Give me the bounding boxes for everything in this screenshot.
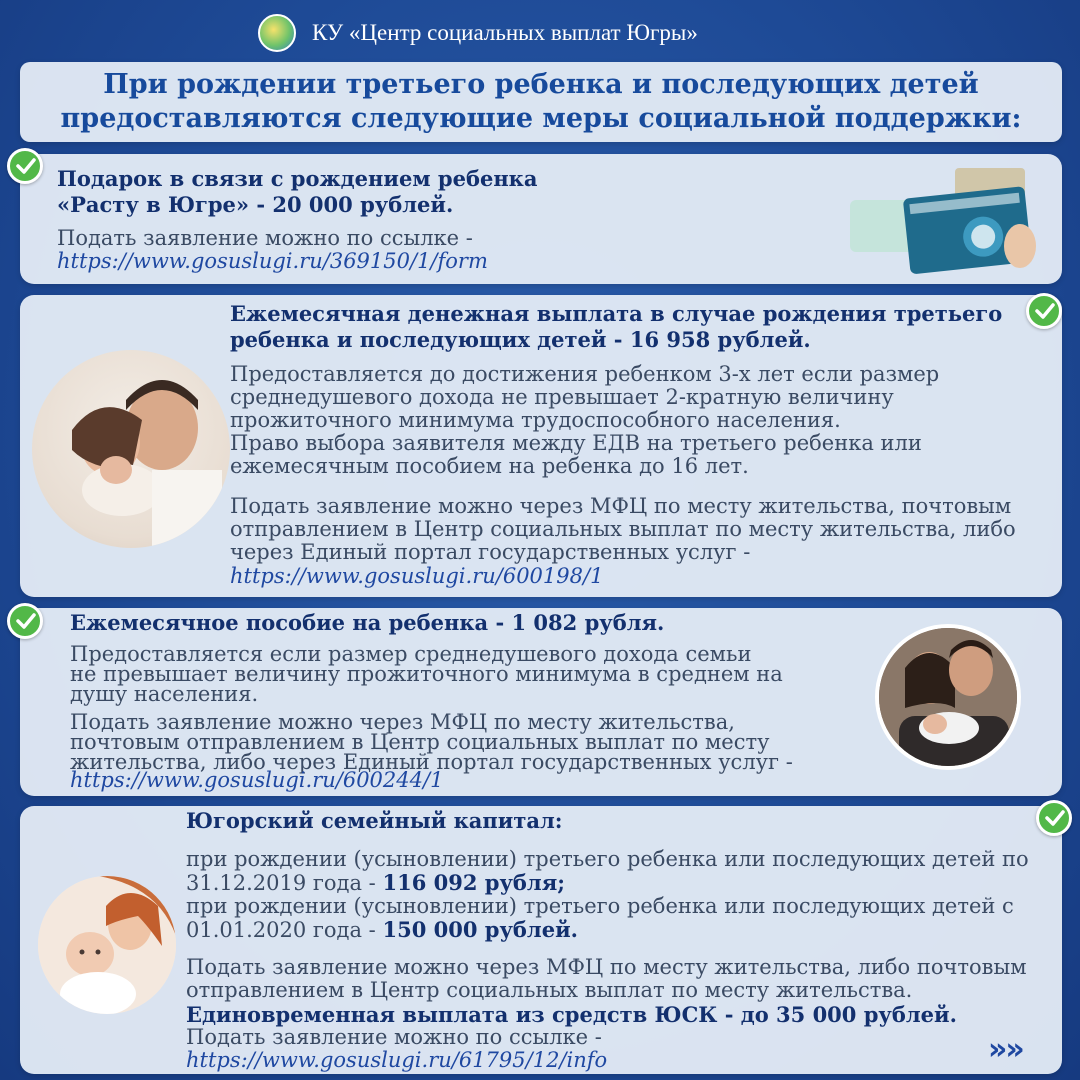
gift-link[interactable]: https://www.gosuslugi.ru/369150/1/form (57, 249, 488, 273)
title-line-2: предоставляются следующие меры социальной поддержки: (60, 103, 1022, 134)
family-capital-apply (186, 956, 1027, 1002)
monthly-payment-description (230, 363, 939, 478)
one-time-payment-link[interactable]: https://www.gosuslugi.ru/61795/12/info (186, 1048, 608, 1072)
check-icon (1026, 293, 1062, 329)
text-line (186, 871, 1029, 895)
section-family-capital-card (20, 806, 1062, 1074)
family-capital-heading: Югорский семейный капитал: (186, 808, 563, 833)
gift-heading-line-2: «Расту в Югре» - 20 000 рублей. (57, 192, 454, 217)
amount-before-2020: 116 092 рубля; (382, 870, 565, 895)
text-line: не превышает величину прожиточного минимума в среднем на (70, 662, 783, 686)
title-banner (20, 62, 1062, 142)
monthly-payment-heading-line-1: Ежемесячная денежная выплата в случае рождения третьего (230, 301, 1003, 326)
gift-apply-text: Подать заявление можно по ссылке - (57, 226, 473, 250)
date-prefix: 31.12.2019 года - (186, 871, 383, 895)
text-line: Подать заявление можно через МФЦ по месту жительства, (70, 710, 735, 734)
section-child-benefit-card (20, 608, 1062, 796)
monthly-payment-heading (230, 301, 1002, 353)
text-line: отправлением в Центр социальных выплат по месту жительства, либо (230, 517, 1016, 541)
child-benefit-heading: Ежемесячное пособие на ребенка - 1 082 рубля. (70, 610, 665, 635)
text-line: при рождении (усыновлении) третьего ребенка или последующих детей с (186, 894, 1014, 918)
gift-heading-line-1: Подарок в связи с рождением ребенка (57, 166, 538, 191)
organization-logo (258, 14, 296, 52)
family-capital-details (186, 848, 1029, 942)
text-line: жительства, либо через Единый портал государственных услуг - (70, 750, 793, 774)
monthly-payment-link[interactable]: https://www.gosuslugi.ru/600198/1 (230, 564, 604, 588)
family-photo (32, 350, 230, 548)
check-icon (7, 148, 43, 184)
text-line (186, 918, 1029, 942)
header (0, 0, 1080, 62)
text-line: прожиточного минимума трудоспособного населения. (230, 408, 841, 432)
child-benefit-apply (70, 712, 793, 772)
mother-with-baby-photo (38, 876, 176, 1014)
text-line: душу населения. (70, 682, 259, 706)
text-line: среднедушевого дохода не превышает 2-кратную величину (230, 385, 894, 409)
organization-name: КУ «Центр социальных выплат Югры» (312, 20, 698, 45)
text-line: ежемесячным пособием на ребенка до 16 лет. (230, 454, 749, 478)
check-icon (7, 603, 43, 639)
text-line: почтовым отправлением в Центр социальных выплат по месту (70, 730, 770, 754)
child-benefit-description (70, 644, 783, 704)
one-time-payment-heading: Единовременная выплата из средств ЮСК - до 35 000 рублей. (186, 1002, 957, 1027)
monthly-payment-apply (230, 495, 1016, 564)
text-line: Подать заявление можно через МФЦ по месту жительства, либо почтовым (186, 955, 1027, 979)
text-line: отправлением в Центр социальных выплат по месту жительства. (186, 978, 913, 1002)
text-line: при рождении (усыновлении) третьего ребенка или последующих детей по (186, 847, 1029, 871)
section-gift-card (20, 154, 1062, 284)
date-prefix: 01.01.2020 года - (186, 918, 383, 942)
gift-heading (57, 166, 537, 218)
parents-with-baby-photo (875, 624, 1021, 770)
text-line: Предоставляется до достижения ребенком 3-х лет если размер (230, 362, 940, 386)
text-line: Предоставляется если размер среднедушевого дохода семьи (70, 642, 752, 666)
monthly-payment-heading-line-2: ребенка и последующих детей - 16 958 рублей. (230, 327, 811, 352)
gift-card-image (840, 166, 1036, 274)
section-monthly-payment-card (20, 295, 1062, 597)
text-line: Подать заявление можно через МФЦ по месту жительства, почтовым (230, 494, 1012, 518)
title-line-1: При рождении третьего ребенка и последующих детей (103, 69, 979, 100)
amount-after-2020: 150 000 рублей. (382, 917, 578, 942)
next-page-arrow-icon[interactable]: »» (988, 1032, 1023, 1067)
check-icon (1036, 800, 1072, 836)
one-time-apply-text: Подать заявление можно по ссылке - (186, 1025, 602, 1049)
text-line: Право выбора заявителя между ЕДВ на третьего ребенка или (230, 431, 922, 455)
text-line: через Единый портал государственных услуг - (230, 540, 751, 564)
child-benefit-link[interactable]: https://www.gosuslugi.ru/600244/1 (70, 768, 444, 792)
page-title (20, 68, 1062, 136)
